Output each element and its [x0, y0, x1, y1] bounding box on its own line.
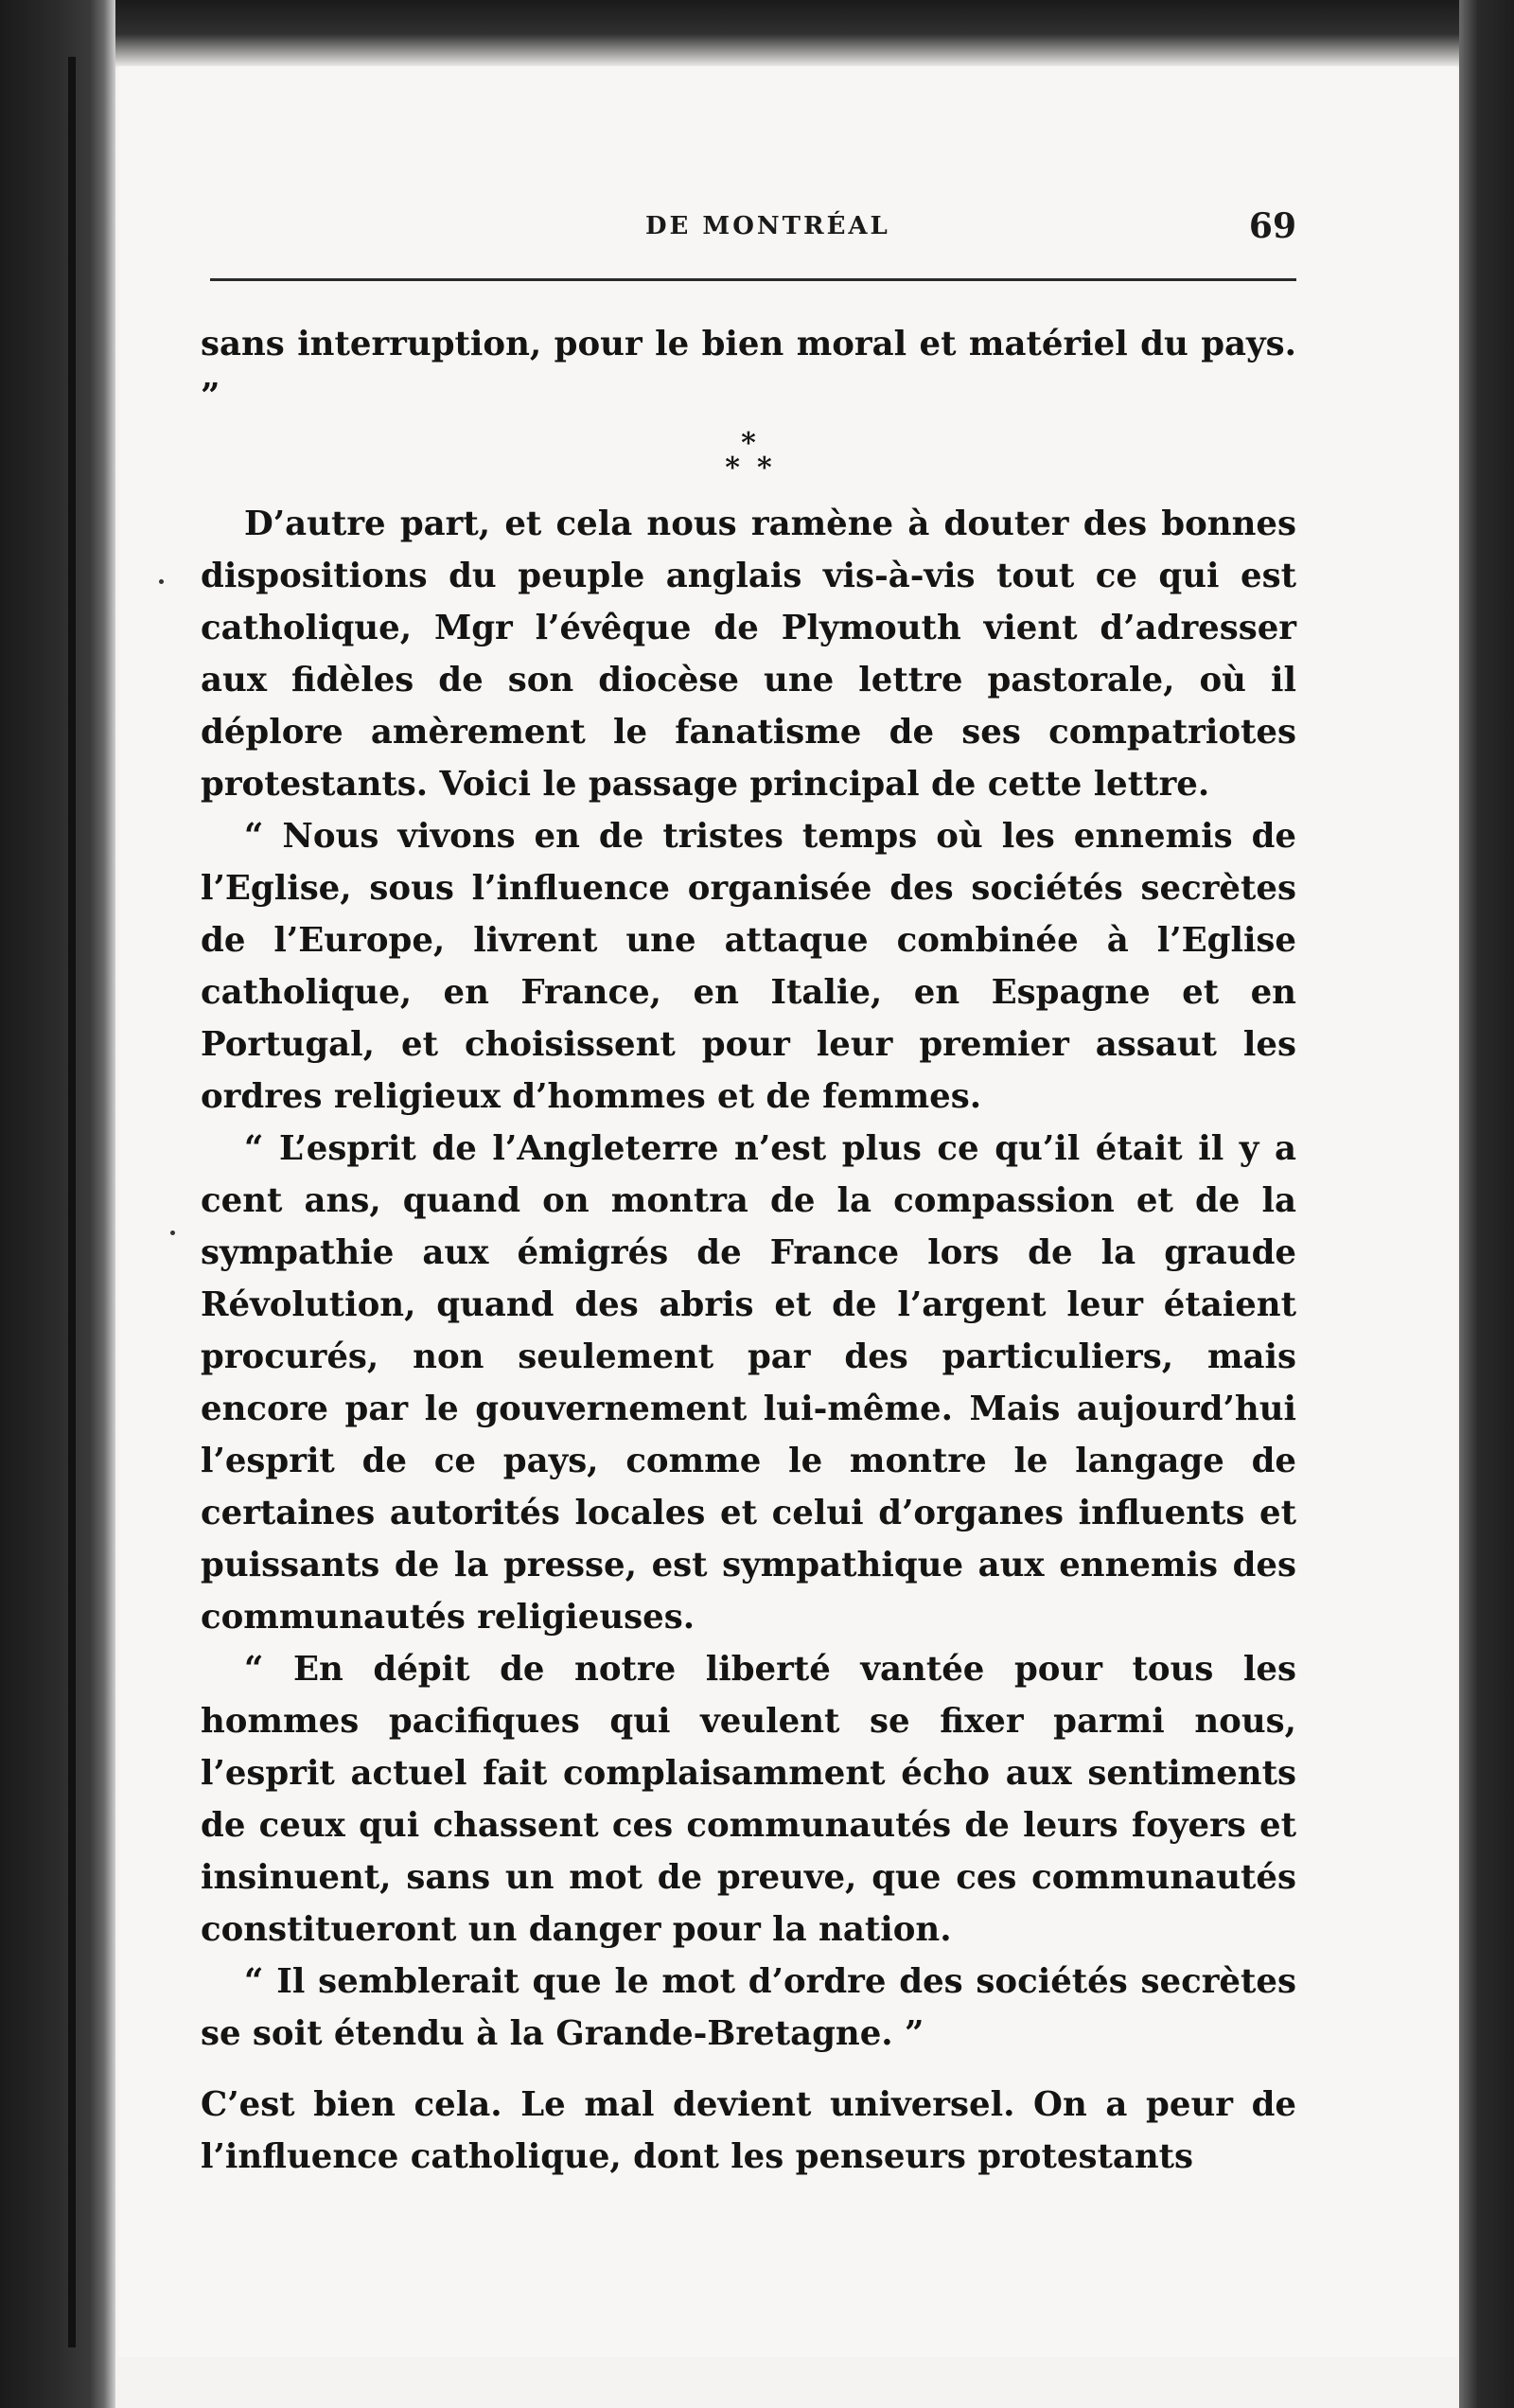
- running-head: [201, 206, 1296, 256]
- continuation-paragraph: sans interruption, pour le bien moral et matériel du pays. ”: [201, 325, 1296, 416]
- right-binding-edge: [1459, 0, 1514, 2408]
- paragraph: “ En dépit de notre liberté vantée pour tous les hommes pacifiques qui veulent se fixer parmi nous, l’esprit actuel fait complaisamment écho aux sentiments de ceux qui chassent ces communautés de leurs foyers et insinuent, sans un mot de preuve, que ces communautés constitueront un danger pour la nation.: [201, 1650, 1296, 1949]
- top-shadow: [0, 0, 1514, 68]
- paragraph: “ Nous vivons en de tristes temps où les ennemis de l’Eglise, sous l’influence organisée des sociétés secrètes de l’Europe, livrent une attaque combinée à l’Eglise catholique, en France, en Italie, en Espagne et en Portugal, et choisissent pour leur premier assaut les ordres religieux d’hommes et de femmes.: [201, 817, 1296, 1116]
- margin-speck: [170, 1231, 175, 1235]
- paragraph: “ Il semblerait que le mot d’ordre des sociétés secrètes se soit étendu à la Grande-Bretagne. ”: [201, 1962, 1296, 2053]
- running-title: DE MONTRÉAL: [645, 212, 890, 240]
- paragraph: D’autre part, et cela nous ramène à douter des bonnes dispositions du peuple anglais vis-à-vis tout ce qui est catholique, Mgr l’évêque de Plymouth vient d’adresser aux fidèles de son diocèse une lettre pastorale, où il déplore amèrement le fanatisme de ses compatriotes protestants. Voici le passage principal de cette lettre.: [201, 505, 1296, 804]
- asterism-bottom: **: [725, 452, 789, 485]
- left-binding-edge: [0, 0, 115, 2408]
- body-text: [201, 318, 1296, 2183]
- header-rule: [210, 278, 1296, 281]
- paragraph: C’est bien cela. Le mal devient universel. On a peur de l’influence catholique, dont les penseurs protestants: [201, 2085, 1296, 2176]
- page-number: 69: [1248, 206, 1296, 246]
- paragraph: “ L’esprit de l’Angleterre n’est plus ce qu’il était il y a cent ans, quand on montra de la compassion et de la sympathie aux émigrés de France lors de la graude Révolution, quand des abris et de l’argent leur étaient procurés, non seulement par des particuliers, mais encore par le gouvernement lui-même. Mais aujourd’hui l’esprit de ce pays, comme le montre le langage de certaines autorités locales et celui d’organes influents et puissants de la presse, est sympathique aux ennemis des communautés religieuses.: [201, 1129, 1296, 1637]
- margin-speck: [159, 579, 164, 584]
- left-binding-line: [68, 57, 76, 2347]
- asterism-top: *: [741, 427, 756, 460]
- asterism-divider: [201, 422, 1296, 498]
